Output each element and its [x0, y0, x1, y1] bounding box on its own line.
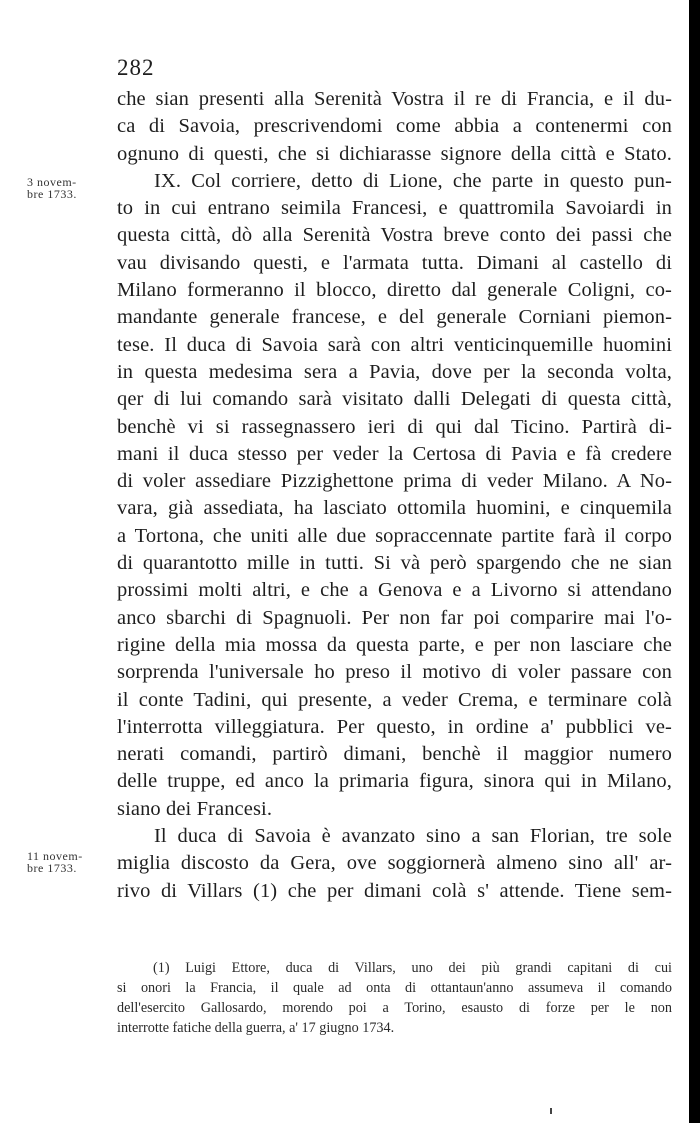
body-text: [117, 86, 672, 905]
margin-note-line: bre 1733.: [27, 187, 77, 201]
text-line: questa città, dò alla Serenità Vostra breve conto dei passi che: [117, 224, 672, 247]
text-line: Milano formeranno il blocco, diretto dal generale Coligni, co-: [117, 279, 672, 302]
footnote-line: interrotte fatiche della guerra, a' 17 giugno 1734.: [117, 1020, 395, 1036]
ink-speck: [550, 1108, 552, 1114]
text-line: mani il duca stesso per veder la Certosa di Pavia e fà credere: [117, 442, 672, 465]
text-line: anco sbarchi di Spagnuoli. Per non far poi comparire mai l'o-: [117, 606, 672, 629]
text-line: IX. Col corriere, detto di Lione, che parte in questo pun-: [154, 169, 672, 192]
text-line: Il duca di Savoia è avanzato sino a san Florian, tre sole: [154, 825, 672, 848]
text-line: a Tortona, che uniti alle due sopraccennate partite farà il corpo: [117, 524, 672, 547]
margin-note-date: [27, 850, 107, 874]
text-line: mandante generale francese, e del generale Corniani piemon-: [117, 306, 672, 329]
text-line: di voler assediare Pizzighettone prima di veder Milano. A No-: [117, 470, 672, 493]
text-line: prossimi molti altri, e che a Genova e a Livorno si attendano: [117, 579, 672, 602]
text-line: in questa medesima sera a Pavia, dove per la seconda volta,: [117, 360, 672, 383]
text-line: rigine della mia mossa da questa parte, e per non lasciare che: [117, 633, 672, 656]
text-line: to in cui entrano seimila Francesi, e quattromila Savoiardi in: [117, 197, 672, 220]
margin-note-line: 3 novem-: [27, 175, 77, 189]
text-line: delle truppe, ed anco la primaria figura, sinora qui in Milano,: [117, 770, 672, 793]
text-line: ca di Savoia, prescrivendomi come abbia a contenermi con: [117, 115, 672, 138]
text-line: il conte Tadini, qui presente, a veder Crema, e terminare colà: [117, 688, 672, 711]
text-line: vara, già assediata, ha lasciato ottomila huomini, e cinquemila: [117, 497, 672, 520]
text-line: ognuno di questi, che si dichiarasse signore della città e Stato.: [117, 142, 672, 165]
text-line: qer di lui comando sarà visitato dalli Delegati di questa città,: [117, 388, 672, 411]
text-line: di quarantotto mille in tutti. Si và però spargendo che ne sian: [117, 552, 672, 575]
text-line: vau divisando questi, e l'armata tutta. Dimani al castello di: [117, 251, 672, 274]
text-line: nerati comandi, partirò dimani, benchè il maggior numero: [117, 743, 672, 766]
text-line: rivo di Villars (1) che per dimani colà s' attende. Tiene sem-: [117, 879, 672, 902]
margin-note-date: [27, 176, 107, 200]
footnote-line: dell'esercito Gallosardo, morendo poi a Torino, esausto di forze per le non: [117, 1000, 672, 1016]
text-line: sorprenda l'universale ho preso il motivo di voler passare con: [117, 661, 672, 684]
footnote: [117, 958, 672, 1038]
margin-note-line: 11 novem-: [27, 849, 83, 863]
text-line: che sian presenti alla Serenità Vostra il re di Francia, e il du-: [117, 88, 672, 110]
footnote-line: si onori la Francia, il quale ad onta di ottantaun'anno assumeva il comando: [117, 980, 672, 996]
text-line: benchè vi si rassegnassero ieri di qui dal Ticino. Partirà di-: [117, 415, 672, 438]
text-line: tese. Il duca di Savoia sarà con altri venticinquemille huomini: [117, 333, 672, 356]
text-line: siano dei Francesi.: [117, 797, 273, 820]
margin-note-line: bre 1733.: [27, 861, 77, 875]
text-line: miglia discosto da Gera, ove soggiornerà almeno sino all' ar-: [117, 852, 672, 875]
text-line: l'interrotta villeggiatura. Per questo, in ordine a' pubblici ve-: [117, 715, 672, 738]
footnote-line: (1) Luigi Ettore, duca di Villars, uno dei più grandi capitani di cui: [153, 960, 672, 976]
page-edge-shadow: [689, 0, 700, 1123]
page-number: 282: [117, 55, 155, 80]
